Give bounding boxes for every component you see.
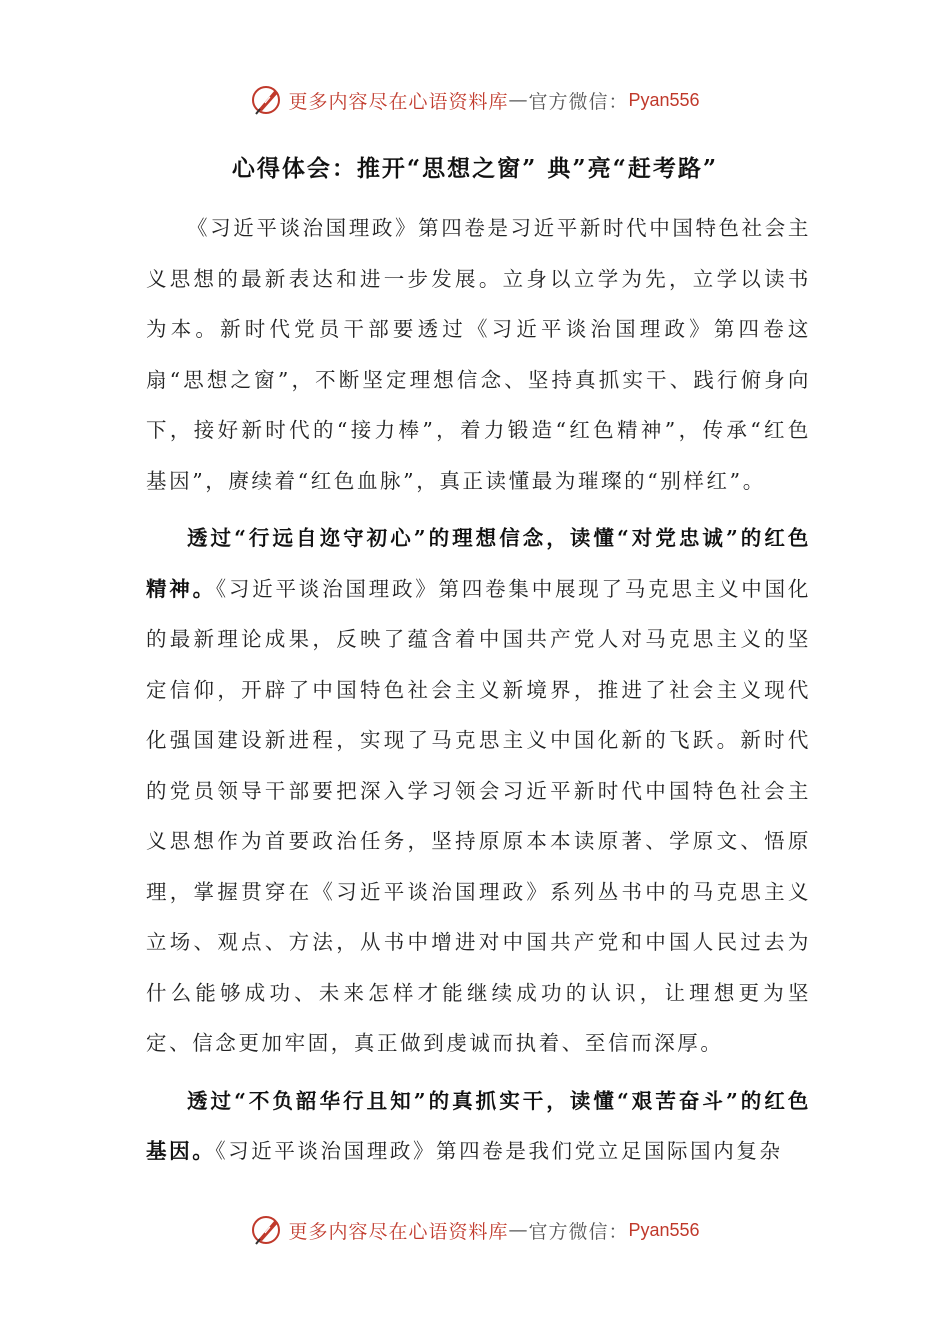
paragraph-2-lead: 透过“行远自迩守初心”的理想信念，读懂“对党忠诚”的红色精神。 [146,526,811,601]
document-title: 心得体会：推开“思想之窗” 典”亮“赶考路” [231,155,719,182]
paragraph-1 [146,203,811,506]
paragraph-1-text: 《习近平谈治国理政》第四卷是习近平新时代中国特色社会主义思想的最新表达和进一步发展。立身以立学为先，立学以读书为本。新时代党员干部要透过《习近平谈治国理政》第四卷这扇“思想之窗”，不断坚定理想信念、坚持真抓实干、践行俯身向下，接好新时代的“接力棒”，着力锻造“红色精神”，传承“红色基因”，赓续着“红色血脉”，真正读懂最为璀璨的“别样红”。 [146,216,811,493]
banner-wechat-id: Pyan556 [628,89,700,110]
paragraph-2 [146,513,811,1069]
banner-text: 更多内容尽在心语资料库 [288,90,509,113]
banner-wechat-label: 官方微信： [528,90,629,113]
document-body [146,203,811,1177]
banner-text: 更多内容尽在心语资料库 [288,1220,509,1243]
footer-banner [0,1213,950,1247]
paragraph-3-text: 《习近平谈治国理政》第四卷是我们党立足国际国内复杂 [215,1139,783,1163]
header-banner [0,83,950,117]
paragraph-3 [146,1076,811,1177]
banner-dash: — [508,89,529,111]
paragraph-2-text: 《习近平谈治国理政》第四卷集中展现了马克思主义中国化的最新理论成果，反映了蕴含着中国共产党人对马克思主义的坚定信仰，开辟了中国特色社会主义新境界，推进了社会主义现代化强国建设新进程，实现了马克思主义中国化新的飞跃。新时代的党员领导干部要把深入学习领会习近平新时代中国特色社会主义思想作为首要政治任务，坚持原原本本读原著、学原文、悟原理，掌握贯穿在《习近平谈治国理政》系列丛书中的马克思主义立场、观点、方法，从书中增进对中国共产党和中国人民过去为什么能够成功、未来怎样才能继续成功的认识，让理想更为坚定、信念更加牢固，真正做到虔诚而执着、至信而深厚。 [146,576,811,1055]
banner-wechat-label: 官方微信： [528,1220,629,1243]
paragraph-3-lead: 透过“不负韶华行且知”的真抓实干，读懂“艰苦奋斗”的红色基因。 [146,1088,811,1163]
quill-logo-icon [250,1213,284,1247]
banner-dash: — [508,1219,529,1241]
quill-logo-icon [250,83,284,117]
banner-wechat-id: Pyan556 [628,1219,700,1240]
